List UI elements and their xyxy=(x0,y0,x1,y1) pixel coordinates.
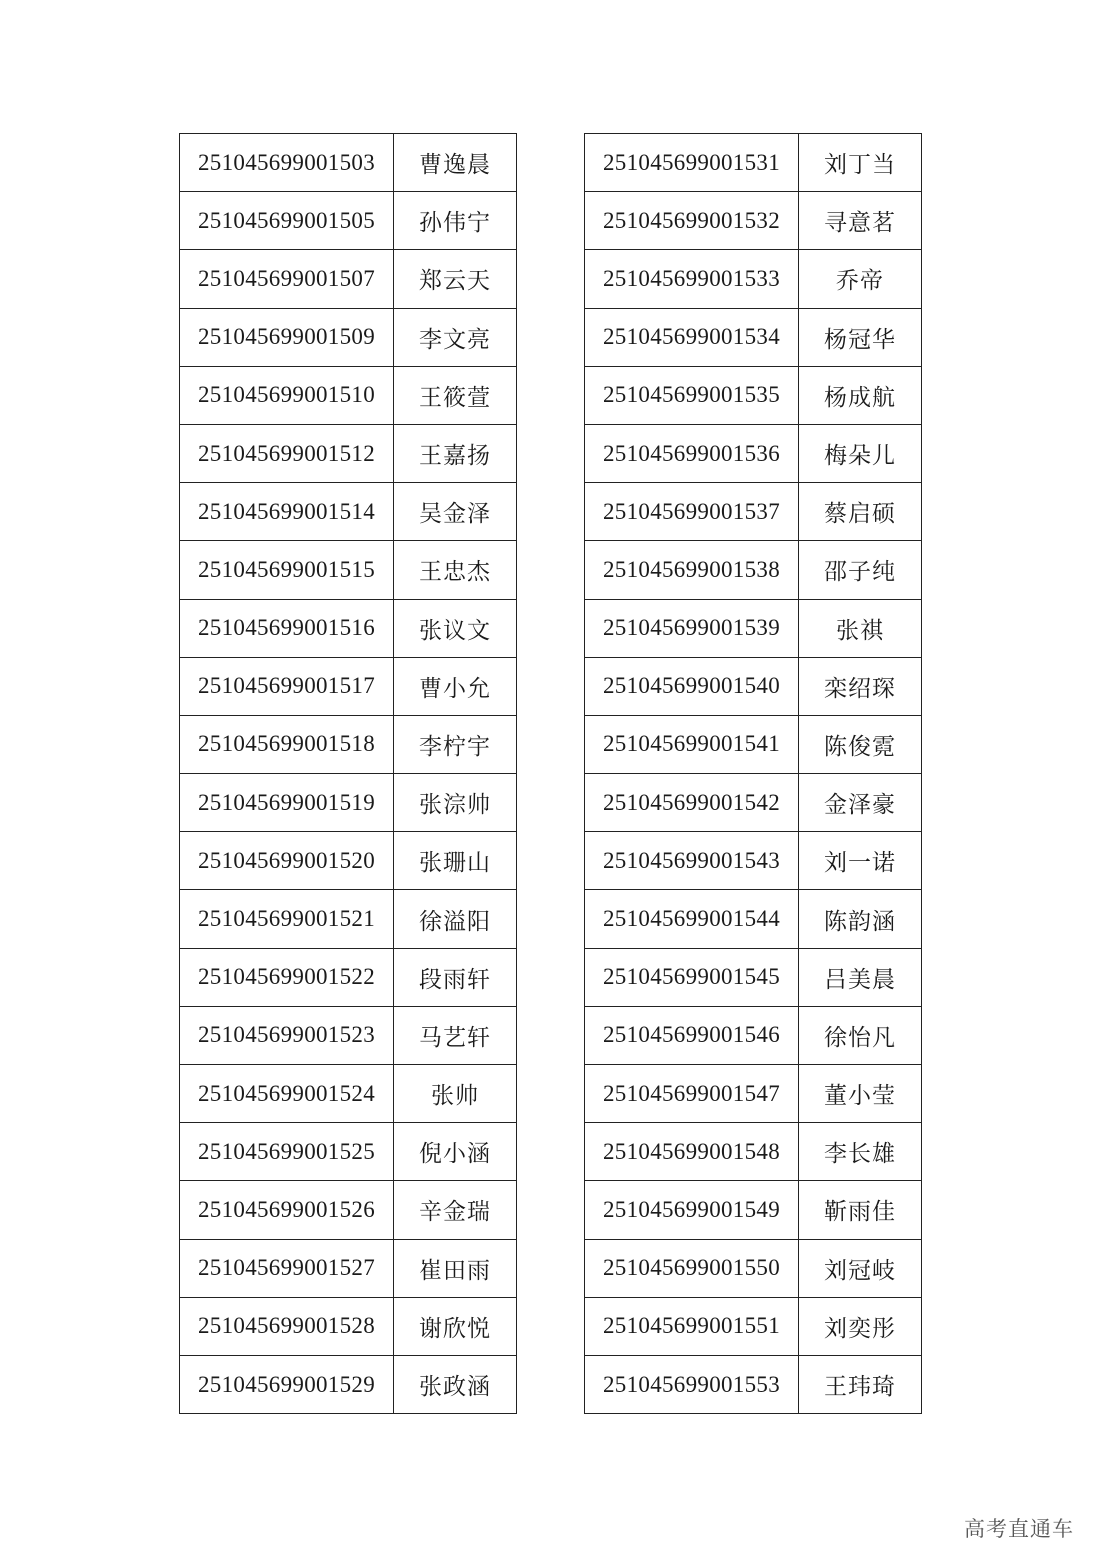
candidate-id-cell: 251045699001535 xyxy=(585,366,799,424)
candidate-name-cell: 曹逸晨 xyxy=(394,134,517,192)
candidate-id-cell: 251045699001518 xyxy=(180,715,394,773)
candidate-name-cell: 陈俊霓 xyxy=(799,715,922,773)
candidate-id-cell: 251045699001524 xyxy=(180,1065,394,1123)
candidate-name-cell: 李柠宇 xyxy=(394,715,517,773)
candidate-name-cell: 杨冠华 xyxy=(799,308,922,366)
candidate-name-cell: 曹小允 xyxy=(394,657,517,715)
candidate-id-cell: 251045699001548 xyxy=(585,1123,799,1181)
candidate-id-cell: 251045699001503 xyxy=(180,134,394,192)
candidate-name-cell: 梅朵儿 xyxy=(799,424,922,482)
watermark-text: 高考直通车 xyxy=(964,1517,1074,1541)
candidate-id-cell: 251045699001522 xyxy=(180,948,394,1006)
table-row xyxy=(180,774,517,832)
table-row xyxy=(180,424,517,482)
candidate-id-cell: 251045699001537 xyxy=(585,483,799,541)
table-row xyxy=(585,1181,922,1239)
candidate-name-cell: 陈韵涵 xyxy=(799,890,922,948)
table-row xyxy=(180,1355,517,1413)
candidate-id-cell: 251045699001533 xyxy=(585,250,799,308)
candidate-name-cell: 徐溢阳 xyxy=(394,890,517,948)
candidate-name-cell: 张祺 xyxy=(799,599,922,657)
candidate-name-cell: 栾绍琛 xyxy=(799,657,922,715)
table-row xyxy=(585,1355,922,1413)
table-row xyxy=(180,599,517,657)
table-row xyxy=(180,1297,517,1355)
candidate-name-cell: 刘冠岐 xyxy=(799,1239,922,1297)
roster-table-left-body xyxy=(180,134,517,1414)
table-row xyxy=(585,1297,922,1355)
candidate-id-cell: 251045699001544 xyxy=(585,890,799,948)
table-row xyxy=(180,715,517,773)
candidate-id-cell: 251045699001521 xyxy=(180,890,394,948)
table-row xyxy=(585,832,922,890)
table-row xyxy=(585,1006,922,1064)
candidate-id-cell: 251045699001519 xyxy=(180,774,394,832)
candidate-name-cell: 杨成航 xyxy=(799,366,922,424)
candidate-name-cell: 孙伟宁 xyxy=(394,192,517,250)
candidate-name-cell: 段雨轩 xyxy=(394,948,517,1006)
table-row xyxy=(585,1239,922,1297)
candidate-id-cell: 251045699001512 xyxy=(180,424,394,482)
candidate-name-cell: 辛金瑞 xyxy=(394,1181,517,1239)
candidate-name-cell: 谢欣悦 xyxy=(394,1297,517,1355)
table-row xyxy=(180,1123,517,1181)
candidate-id-cell: 251045699001539 xyxy=(585,599,799,657)
candidate-name-cell: 徐怡凡 xyxy=(799,1006,922,1064)
table-row xyxy=(585,1123,922,1181)
candidate-id-cell: 251045699001514 xyxy=(180,483,394,541)
candidate-name-cell: 王筱萱 xyxy=(394,366,517,424)
table-row xyxy=(585,890,922,948)
table-row xyxy=(180,890,517,948)
candidate-id-cell: 251045699001528 xyxy=(180,1297,394,1355)
candidate-name-cell: 张议文 xyxy=(394,599,517,657)
table-row xyxy=(585,599,922,657)
candidate-name-cell: 王忠杰 xyxy=(394,541,517,599)
roster-table-left xyxy=(179,133,517,1414)
candidate-id-cell: 251045699001546 xyxy=(585,1006,799,1064)
table-row xyxy=(585,192,922,250)
candidate-id-cell: 251045699001549 xyxy=(585,1181,799,1239)
table-row xyxy=(180,134,517,192)
table-row xyxy=(180,1065,517,1123)
candidate-id-cell: 251045699001532 xyxy=(585,192,799,250)
candidate-name-cell: 倪小涵 xyxy=(394,1123,517,1181)
candidate-name-cell: 吕美晨 xyxy=(799,948,922,1006)
table-row xyxy=(180,1006,517,1064)
table-row xyxy=(585,948,922,1006)
candidate-id-cell: 251045699001509 xyxy=(180,308,394,366)
candidate-id-cell: 251045699001540 xyxy=(585,657,799,715)
candidate-id-cell: 251045699001517 xyxy=(180,657,394,715)
candidate-id-cell: 251045699001515 xyxy=(180,541,394,599)
table-row xyxy=(585,424,922,482)
table-row xyxy=(585,1065,922,1123)
table-row xyxy=(180,832,517,890)
table-row xyxy=(585,774,922,832)
candidate-id-cell: 251045699001507 xyxy=(180,250,394,308)
table-row xyxy=(585,483,922,541)
table-row xyxy=(585,134,922,192)
candidate-id-cell: 251045699001536 xyxy=(585,424,799,482)
table-row xyxy=(180,1181,517,1239)
candidate-name-cell: 董小莹 xyxy=(799,1065,922,1123)
table-row xyxy=(585,308,922,366)
table-row xyxy=(180,657,517,715)
candidate-id-cell: 251045699001543 xyxy=(585,832,799,890)
candidate-name-cell: 崔田雨 xyxy=(394,1239,517,1297)
candidate-id-cell: 251045699001510 xyxy=(180,366,394,424)
table-row xyxy=(180,250,517,308)
table-row xyxy=(585,366,922,424)
candidate-id-cell: 251045699001529 xyxy=(180,1355,394,1413)
table-row xyxy=(585,541,922,599)
roster-table-right-body xyxy=(585,134,922,1414)
table-row xyxy=(180,948,517,1006)
candidate-id-cell: 251045699001526 xyxy=(180,1181,394,1239)
table-row xyxy=(180,1239,517,1297)
candidate-id-cell: 251045699001534 xyxy=(585,308,799,366)
candidate-name-cell: 王玮琦 xyxy=(799,1355,922,1413)
candidate-id-cell: 251045699001551 xyxy=(585,1297,799,1355)
roster-table-right xyxy=(584,133,922,1414)
candidate-id-cell: 251045699001516 xyxy=(180,599,394,657)
candidate-name-cell: 金泽豪 xyxy=(799,774,922,832)
candidate-name-cell: 李文亮 xyxy=(394,308,517,366)
table-row xyxy=(180,541,517,599)
candidate-id-cell: 251045699001550 xyxy=(585,1239,799,1297)
candidate-name-cell: 张帅 xyxy=(394,1065,517,1123)
candidate-name-cell: 马艺轩 xyxy=(394,1006,517,1064)
table-row xyxy=(180,366,517,424)
candidate-id-cell: 251045699001527 xyxy=(180,1239,394,1297)
candidate-id-cell: 251045699001545 xyxy=(585,948,799,1006)
table-row xyxy=(585,657,922,715)
candidate-name-cell: 邵子纯 xyxy=(799,541,922,599)
candidate-name-cell: 张政涵 xyxy=(394,1355,517,1413)
candidate-name-cell: 刘丁当 xyxy=(799,134,922,192)
candidate-id-cell: 251045699001520 xyxy=(180,832,394,890)
candidate-id-cell: 251045699001547 xyxy=(585,1065,799,1123)
candidate-id-cell: 251045699001542 xyxy=(585,774,799,832)
candidate-name-cell: 张淙帅 xyxy=(394,774,517,832)
candidate-name-cell: 刘奕彤 xyxy=(799,1297,922,1355)
candidate-name-cell: 李长雄 xyxy=(799,1123,922,1181)
candidate-name-cell: 郑云天 xyxy=(394,250,517,308)
candidate-name-cell: 张珊山 xyxy=(394,832,517,890)
candidate-id-cell: 251045699001525 xyxy=(180,1123,394,1181)
candidate-name-cell: 乔帝 xyxy=(799,250,922,308)
candidate-id-cell: 251045699001523 xyxy=(180,1006,394,1064)
table-row xyxy=(180,483,517,541)
candidate-id-cell: 251045699001505 xyxy=(180,192,394,250)
candidate-name-cell: 王嘉扬 xyxy=(394,424,517,482)
candidate-id-cell: 251045699001538 xyxy=(585,541,799,599)
candidate-id-cell: 251045699001541 xyxy=(585,715,799,773)
table-row xyxy=(585,715,922,773)
candidate-name-cell: 蔡启硕 xyxy=(799,483,922,541)
candidate-name-cell: 吴金泽 xyxy=(394,483,517,541)
table-row xyxy=(180,308,517,366)
table-row xyxy=(180,192,517,250)
table-row xyxy=(585,250,922,308)
candidate-id-cell: 251045699001531 xyxy=(585,134,799,192)
candidate-id-cell: 251045699001553 xyxy=(585,1355,799,1413)
candidate-name-cell: 刘一诺 xyxy=(799,832,922,890)
candidate-name-cell: 寻意茗 xyxy=(799,192,922,250)
candidate-name-cell: 靳雨佳 xyxy=(799,1181,922,1239)
